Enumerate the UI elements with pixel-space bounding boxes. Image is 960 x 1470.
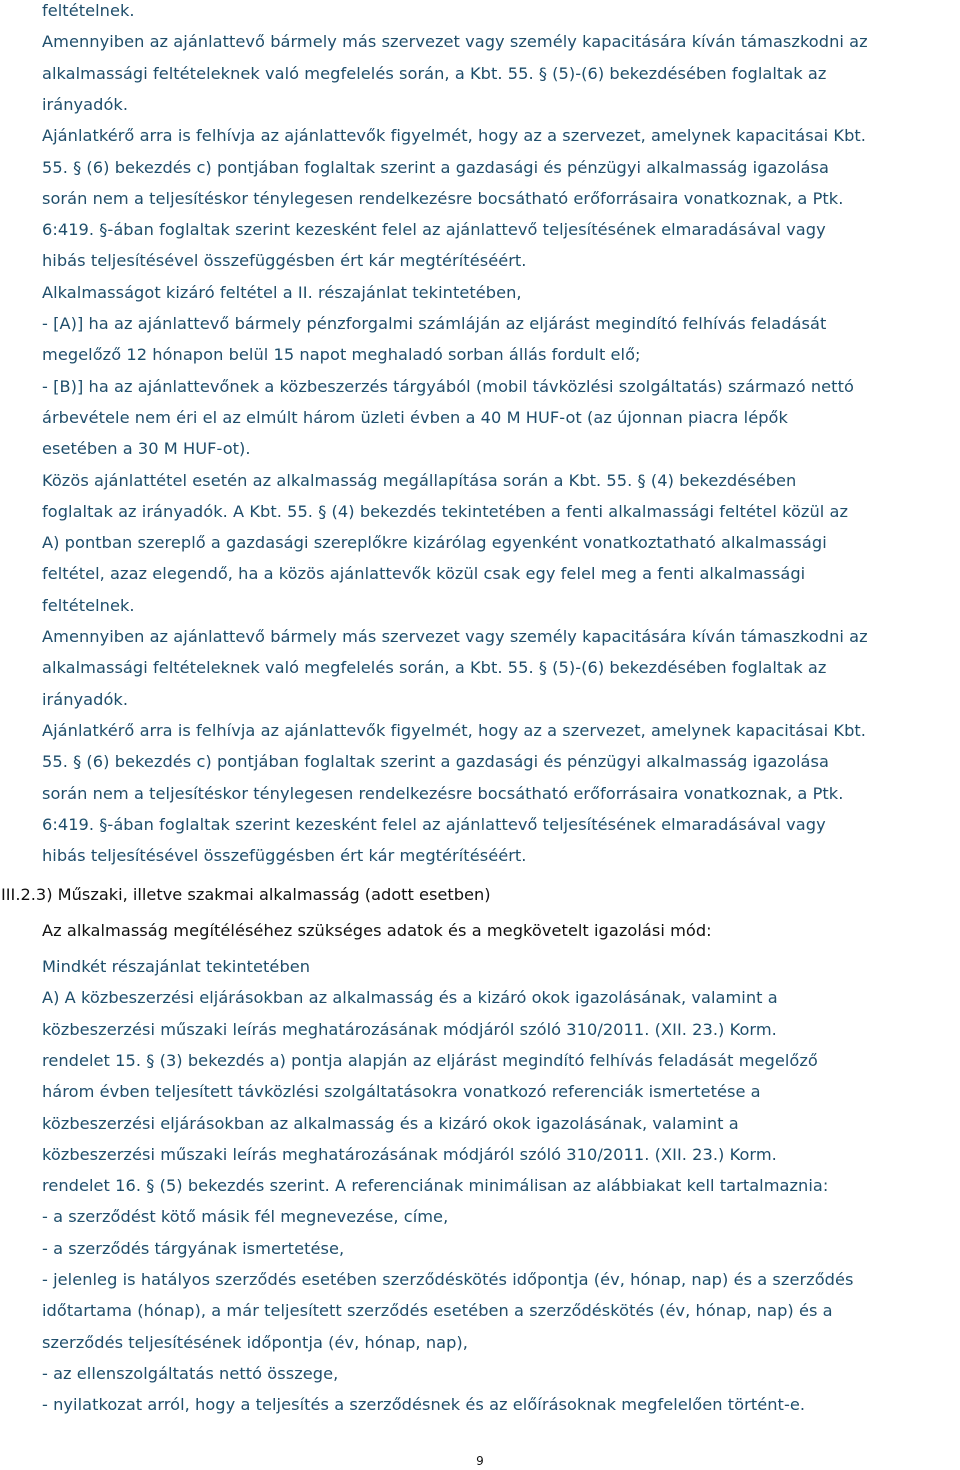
text-line: 6:419. §-ában foglaltak szerint kezesként felel az ajánlattevő teljesítésének elmaradásával vagy xyxy=(42,814,826,834)
text-line: 55. § (6) bekezdés c) pontjában foglaltak szerint a gazdasági és pénzügyi alkalmasság igazolása xyxy=(42,157,829,177)
text-line: feltételnek. xyxy=(42,1,135,20)
text-line: - a szerződés tárgyának ismertetése, xyxy=(42,1238,345,1258)
text-line: - [B)] ha az ajánlattevőnek a közbeszerzés tárgyából (mobil távközlési szolgáltatás) származó nettó xyxy=(42,376,854,396)
text-line: szerződés teljesítésének időpontja (év, hónap, nap), xyxy=(42,1332,468,1352)
text-line: közbeszerzési eljárásokban az alkalmasság és a kizáró okok igazolásának, valamint a xyxy=(42,1113,739,1133)
text-line: - jelenleg is hatályos szerződés esetében szerződéskötés időpontja (év, hónap, nap) és a szerződés xyxy=(42,1270,854,1289)
text-line: 55. § (6) bekezdés c) pontjában foglaltak szerint a gazdasági és pénzügyi alkalmasság igazolása xyxy=(42,752,829,772)
text-line: A) A közbeszerzési eljárásokban az alkalmasság és a kizáró okok igazolásának, valamint a xyxy=(42,988,778,1008)
text-line: Alkalmasságot kizáró feltétel a II. részajánlat tekintetében, xyxy=(42,282,522,302)
text-line: hibás teljesítésével összefüggésben ért kár megtérítéséért. xyxy=(42,251,527,271)
text-line: feltétel, azaz elegendő, ha a közös ajánlattevők közül csak egy felel meg a fenti alkalmassági xyxy=(42,564,806,584)
text-line: alkalmassági feltételeknek való megfelelés során, a Kbt. 55. § (5)-(6) bekezdésében foglaltak az xyxy=(42,658,827,678)
text-line: - [A)] ha az ajánlattevő bármely pénzforgalmi számláján az eljárást megindító felhívás feladását xyxy=(42,314,827,333)
text-line: - az ellenszolgáltatás nettó összege, xyxy=(42,1363,339,1383)
text-line: Ajánlatkérő arra is felhívja az ajánlattevők figyelmét, hogy az a szervezet, amelynek kapacitásai Kbt. xyxy=(42,720,866,740)
text-line: - nyilatkozat arról, hogy a teljesítés a szerződésnek és az előírásoknak megfelelően történt-e. xyxy=(42,1395,806,1415)
text-line: feltételnek. xyxy=(42,595,135,615)
text-line: három évben teljesített távközlési szolgáltatásokra vonatkozó referenciák ismertetése a xyxy=(42,1082,761,1102)
text-line: esetében a 30 M HUF-ot). xyxy=(42,439,251,459)
text-line: megelőző 12 hónapon belül 15 napot meghaladó sorban állás fordult elő; xyxy=(42,345,641,365)
text-line: közbeszerzési műszaki leírás meghatározásának módjáról szóló 310/2011. (XII. 23.) Korm. xyxy=(42,1019,777,1039)
text-line: 6:419. §-ában foglaltak szerint kezesként felel az ajánlattevő teljesítésének elmaradásával vagy xyxy=(42,220,826,240)
text-line: irányadók. xyxy=(42,689,129,709)
text-line: - a szerződést kötő másik fél megnevezése, címe, xyxy=(42,1207,449,1227)
text-line: során nem a teljesítéskor ténylegesen rendelkezésre bocsátható erőforrásaira vonatkoznak, a Ptk. xyxy=(42,783,844,803)
text-line: árbevétele nem éri el az elmúlt három üzleti évben a 40 M HUF-ot (az újonnan piacra lépők xyxy=(42,407,788,427)
text-line: foglaltak az irányadók. A Kbt. 55. § (4) bekezdés tekintetében a fenti alkalmassági feltétel közül az xyxy=(42,501,849,521)
subheading: Az alkalmasság megítéléséhez szükséges adatok és a megkövetelt igazolási mód: xyxy=(42,921,712,940)
section-heading: III.2.3) Műszaki, illetve szakmai alkalmasság (adott esetben) xyxy=(1,885,491,904)
text-line: során nem a teljesítéskor ténylegesen rendelkezésre bocsátható erőforrásaira vonatkoznak, a Ptk. xyxy=(42,188,844,208)
text-line: Amennyiben az ajánlattevő bármely más szervezet vagy személy kapacitására kíván támaszkodni az xyxy=(42,627,868,646)
text-line: időtartama (hónap), a már teljesített szerződés esetében a szerződéskötés (év, hónap, nap) és a xyxy=(42,1301,833,1321)
text-line: Mindkét részajánlat tekintetében xyxy=(42,957,311,976)
text-line: rendelet 15. § (3) bekezdés a) pontja alapján az eljárást megindító felhívás feladását megelőző xyxy=(42,1050,818,1070)
text-line: Közös ajánlattétel esetén az alkalmasság megállapítása során a Kbt. 55. § (4) bekezdésében xyxy=(42,470,797,490)
text-line: Amennyiben az ajánlattevő bármely más szervezet vagy személy kapacitására kíván támaszkodni az xyxy=(42,32,868,52)
text-line: közbeszerzési műszaki leírás meghatározásának módjáról szóló 310/2011. (XII. 23.) Korm. xyxy=(42,1144,777,1164)
text-line: Ajánlatkérő arra is felhívja az ajánlattevők figyelmét, hogy az a szervezet, amelynek kapacitásai Kbt. xyxy=(42,126,866,146)
text-line: alkalmassági feltételeknek való megfelelés során, a Kbt. 55. § (5)-(6) bekezdésében foglaltak az xyxy=(42,63,827,83)
text-line: hibás teljesítésével összefüggésben ért kár megtérítéséért. xyxy=(42,846,527,866)
text-line: rendelet 16. § (5) bekezdés szerint. A referenciának minimálisan az alábbiakat kell tartalmaznia: xyxy=(42,1176,829,1196)
text-line: A) pontban szereplő a gazdasági szereplőkre kizárólag egyenként vonatkoztatható alkalmassági xyxy=(42,533,827,553)
text-line: irányadók. xyxy=(42,94,129,114)
page-number: 9 xyxy=(476,1454,484,1468)
